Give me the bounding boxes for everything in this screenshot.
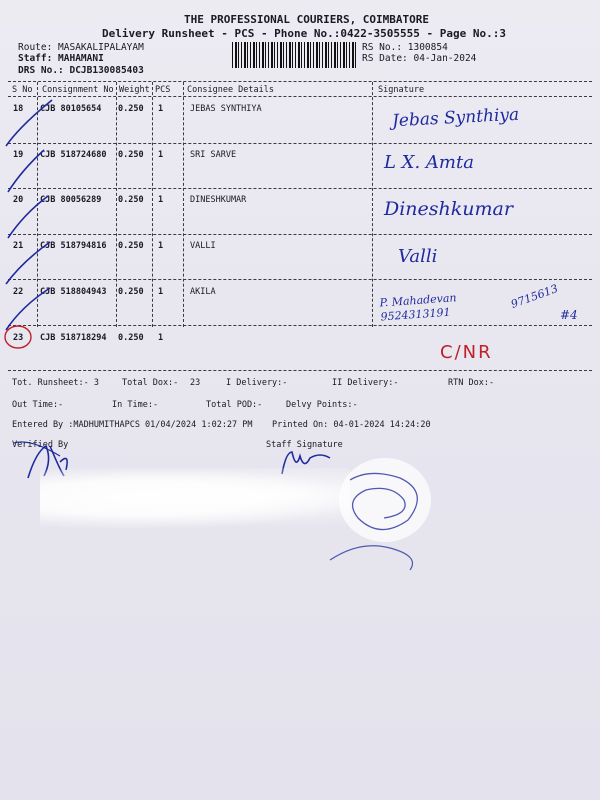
row-consignee: JEBAS SYNTHIYA <box>190 104 262 114</box>
row-sno: 20 <box>13 195 24 205</box>
row-consignment: CJB 518794816 <box>40 241 107 251</box>
row-sno: 19 <box>13 150 24 160</box>
staff-signature-label: Staff Signature <box>266 440 343 450</box>
runsheet-subtitle: Delivery Runsheet - PCS - Phone No.:0422-3505555 - Page No.:3 <box>102 27 506 40</box>
row-consignment: CJB 518804943 <box>40 287 107 297</box>
row-consignment: CJB 518718294 <box>40 333 107 343</box>
signature-dineshkumar: Dineshkumar <box>384 198 513 220</box>
row-weight: 0.250 <box>118 150 144 160</box>
row-sno: 18 <box>13 104 24 114</box>
total-dox-value: 23 <box>190 378 201 388</box>
row-consignee: DINESHKUMAR <box>190 195 247 205</box>
delvy-points-label: Delvy Points:- <box>286 400 358 410</box>
row-sno: 21 <box>13 241 24 251</box>
printed-on: Printed On: 04-01-2024 14:24:20 <box>272 420 431 430</box>
row-pcs: 1 <box>158 150 164 160</box>
signature-akila: P. Mahadevan 9524313191 <box>379 291 457 324</box>
col-header-sno: S No <box>12 85 33 95</box>
company-title: THE PROFESSIONAL COURIERS, COIMBATORE <box>184 13 430 26</box>
row-pcs: 1 <box>158 333 164 343</box>
in-time-label: In Time:- <box>112 400 159 410</box>
row-pcs: 1 <box>158 195 164 205</box>
col-header-consignee: Consignee Details <box>187 85 274 95</box>
note-hash: #4 <box>560 308 578 322</box>
row-weight: 0.250 <box>118 333 144 343</box>
signature-jebas: Jebas Synthiya <box>391 104 520 132</box>
row-consignee: AKILA <box>190 287 216 297</box>
tot-runsheet: Tot. Runsheet:- 3 <box>12 378 99 388</box>
entered-by: Entered By :MADHUMITHAPCS 01/04/2024 1:02:27 PM <box>12 420 253 430</box>
rs-number: RS No.: 1300854 <box>362 42 448 53</box>
row-consignment: CJB 80056289 <box>40 195 102 205</box>
i-delivery-label: I Delivery:- <box>226 378 288 388</box>
row-consignment: CJB 518724680 <box>40 150 107 160</box>
route-label: Route: MASAKALIPALAYAM <box>18 42 144 53</box>
col-header-signature: Signature <box>378 85 425 95</box>
row-consignee: VALLI <box>190 241 216 251</box>
out-time-label: Out Time:- <box>12 400 64 410</box>
col-header-consignment: Consignment No <box>42 85 114 95</box>
total-dox-label: Total Dox:- <box>122 378 179 388</box>
row-pcs: 1 <box>158 241 164 251</box>
signature-cnr: C/NR <box>440 342 493 363</box>
row-weight: 0.250 <box>118 195 144 205</box>
row-weight: 0.250 <box>118 241 144 251</box>
drs-number: DRS No.: DCJB130085403 <box>18 65 144 76</box>
col-header-weight: Weight <box>119 85 150 95</box>
row-weight: 0.250 <box>118 287 144 297</box>
staff-label: Staff: MAHAMANI <box>18 53 104 64</box>
phone-note: 9715613 <box>509 282 560 311</box>
col-header-pcs: PCS <box>155 85 171 95</box>
row-sno: 23 <box>13 333 24 343</box>
row-sno: 22 <box>13 287 24 297</box>
rs-date: RS Date: 04-Jan-2024 <box>362 53 477 64</box>
row-consignee: SRI SARVE <box>190 150 237 160</box>
row-consignment: CJB 80105654 <box>40 104 102 114</box>
signature-valli: Valli <box>398 246 438 267</box>
row-pcs: 1 <box>158 287 164 297</box>
signature-sri-sarve: L X. Amta <box>384 152 474 173</box>
row-weight: 0.250 <box>118 104 144 114</box>
ii-delivery-label: II Delivery:- <box>332 378 399 388</box>
verified-by-label: Verified By <box>12 440 69 450</box>
redaction-blot <box>40 468 350 528</box>
row-pcs: 1 <box>158 104 164 114</box>
total-pod-label: Total POD:- <box>206 400 263 410</box>
rtn-dox-label: RTN Dox:- <box>448 378 495 388</box>
